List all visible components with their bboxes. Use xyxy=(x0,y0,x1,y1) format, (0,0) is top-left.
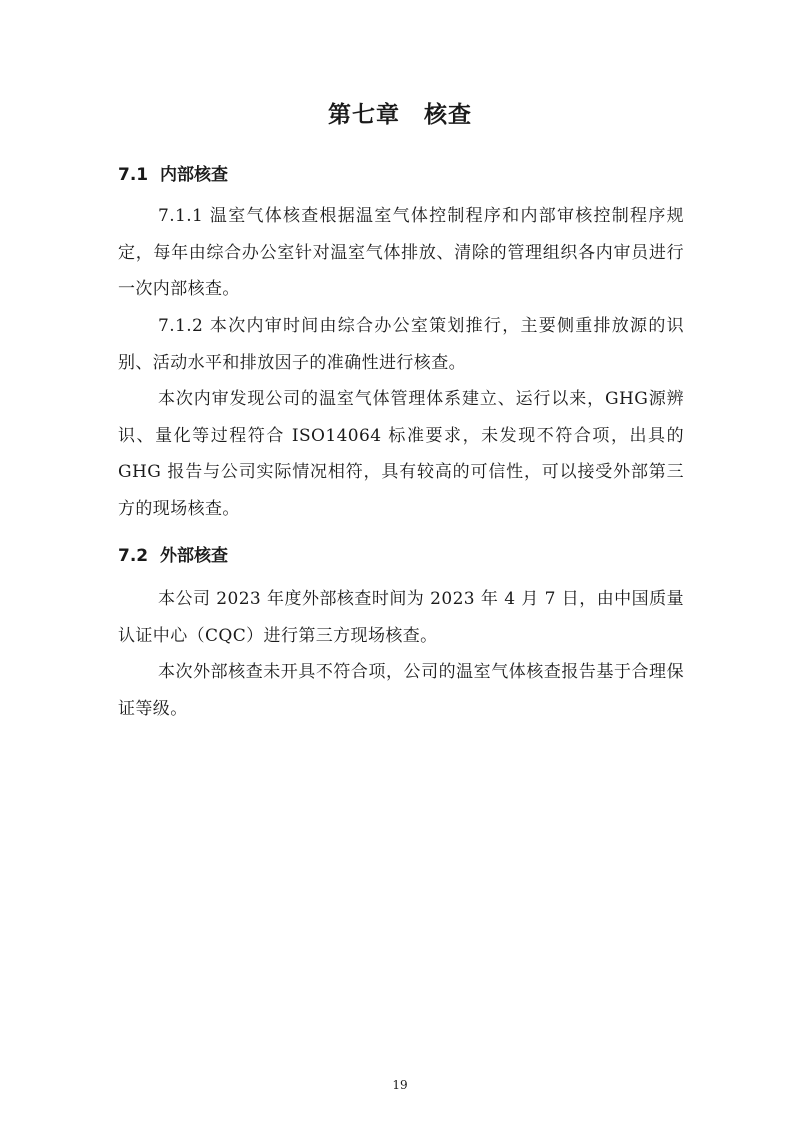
paragraph-7-1-2: 7.1.2 本次内审时间由综合办公室策划推行，主要侧重排放源的识别、活动水平和排放因子的准确性进行核查。 xyxy=(118,316,684,373)
paragraph-7-1-1: 7.1.1 温室气体核查根据温室气体控制程序和内部审核控制程序规定，每年由综合办公室针对温室气体排放、清除的管理组织各内审员进行一次内部核查。 xyxy=(118,206,684,299)
section-heading-external-audit: 7.2 外部核查 xyxy=(118,546,228,566)
paragraph-internal-audit-findings: 本次内审发现公司的温室气体管理体系建立、运行以来，GHG源辨识、量化等过程符合 ISO14064 标准要求，未发现不符合项，出具的 GHG 报告与公司实际情况相符，具有较高的可信性，可以接受外部第三方的现场核查。 xyxy=(118,389,684,519)
page-number: 19 xyxy=(392,1078,408,1092)
paragraph-external-audit-result: 本次外部核查未开具不符合项，公司的温室气体核查报告基于合理保证等级。 xyxy=(118,662,684,719)
chapter-title: 第七章 核查 xyxy=(328,102,472,128)
section-heading-internal-audit: 7.1 内部核查 xyxy=(118,165,228,185)
paragraph-external-audit-date: 本公司 2023 年度外部核查时间为 2023 年 4 月 7 日，由中国质量认证中心（CQC）进行第三方现场核查。 xyxy=(118,589,684,646)
